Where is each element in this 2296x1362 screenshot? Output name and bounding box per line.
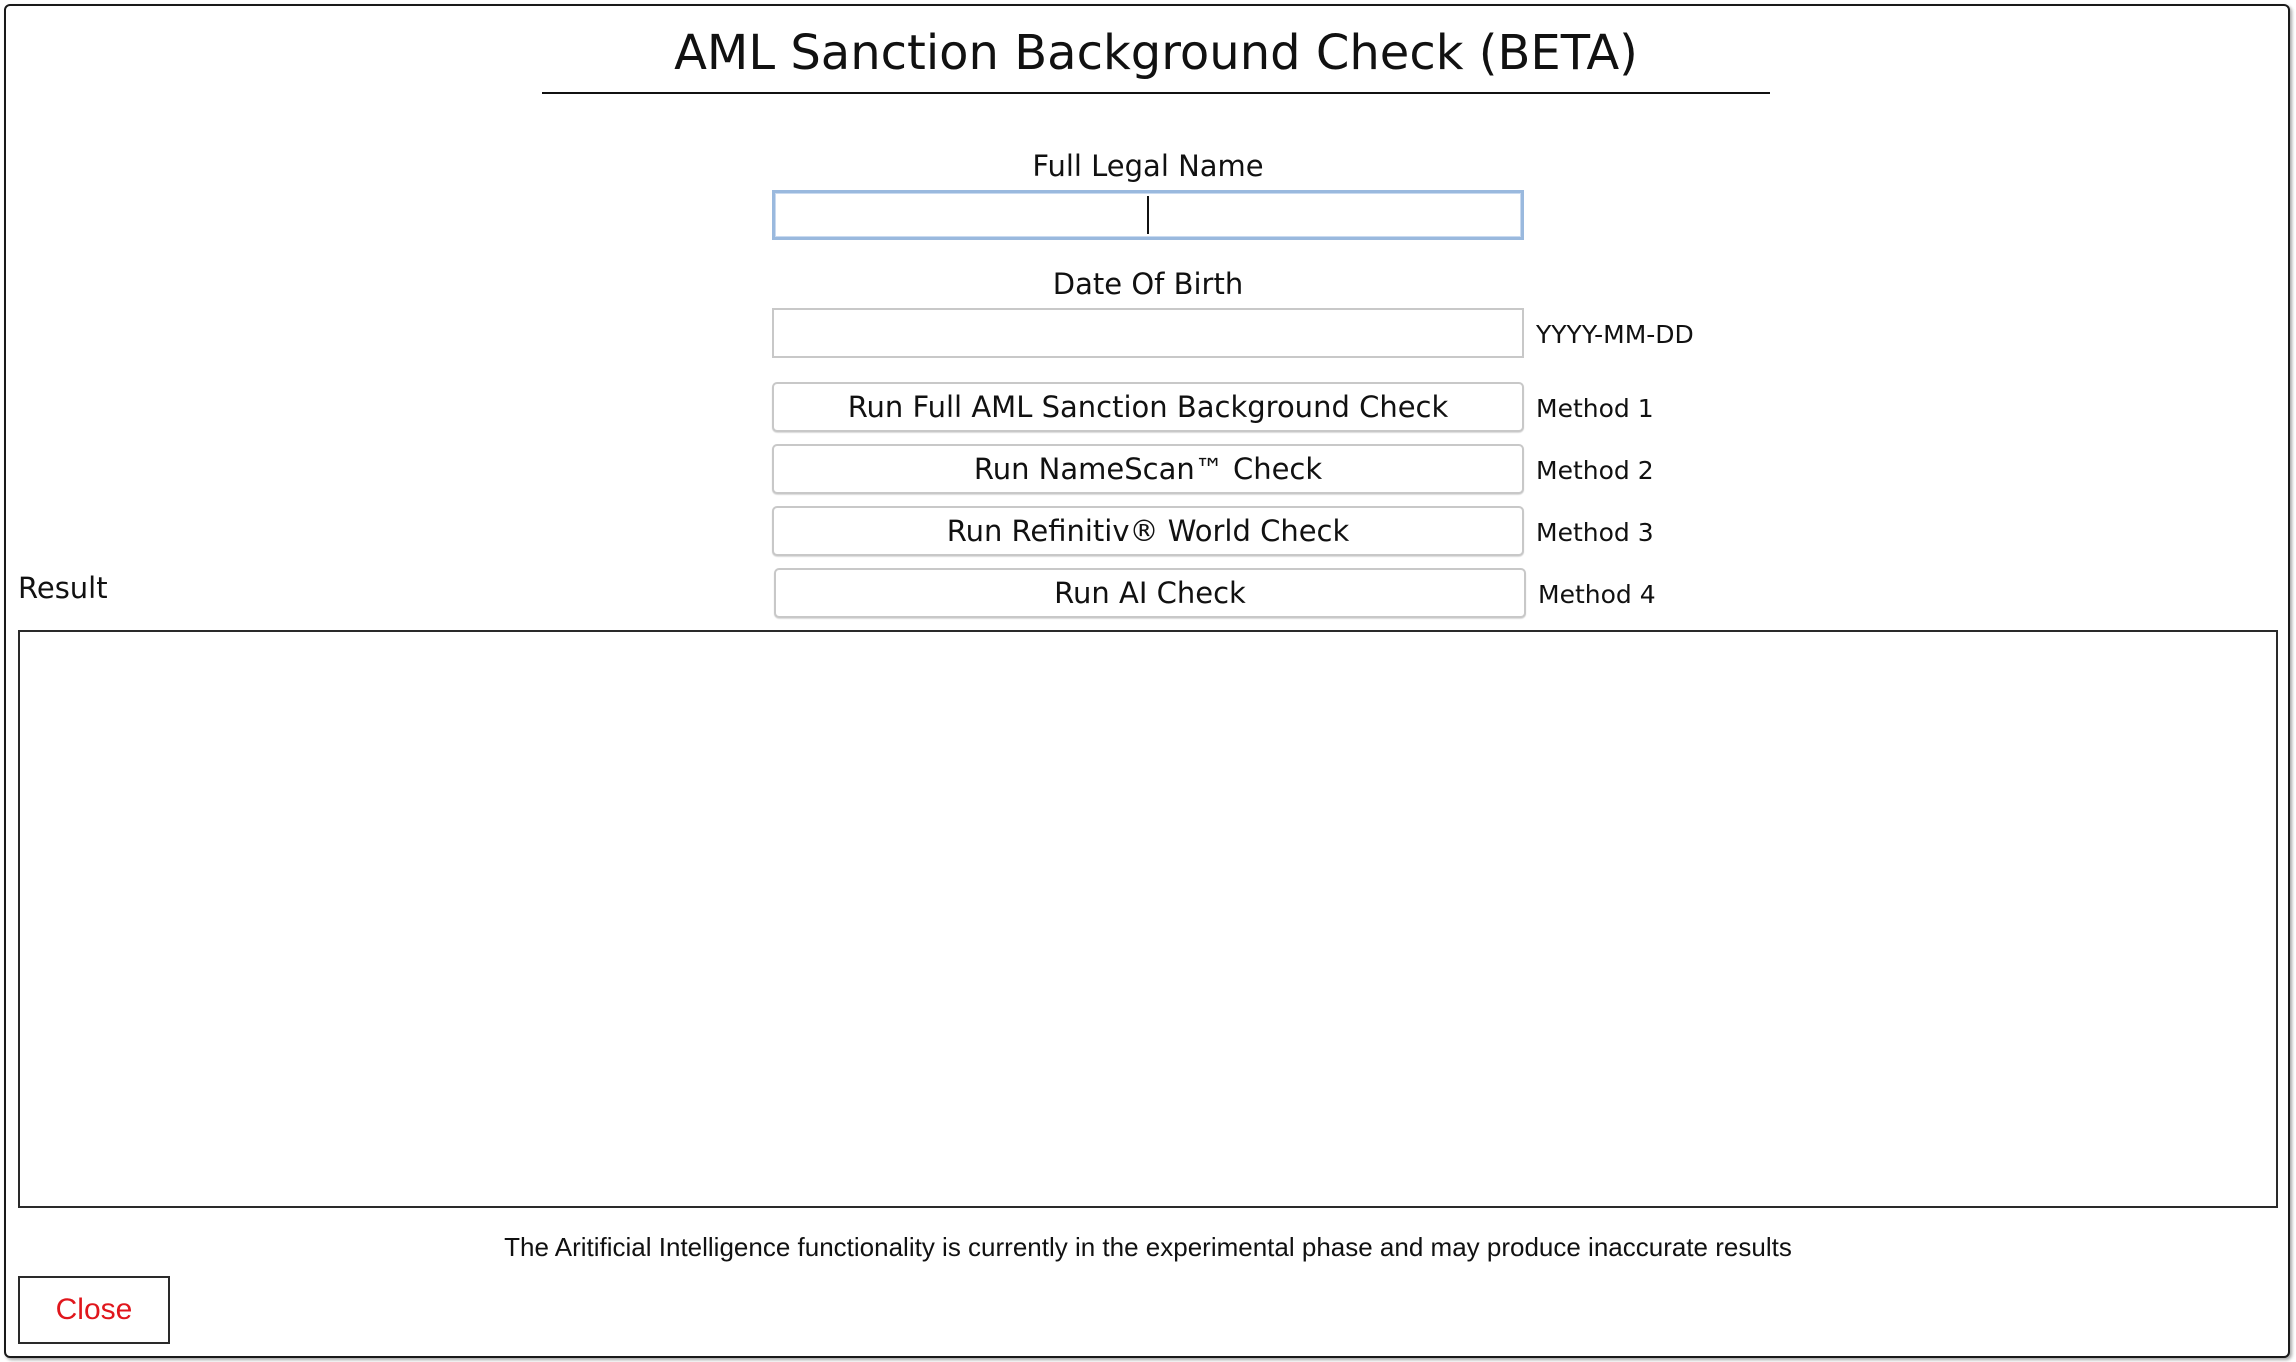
dialog-title: AML Sanction Background Check (BETA) — [542, 14, 1770, 94]
run-refinitiv-world-check-button[interactable]: Run Refinitiv® World Check — [772, 506, 1524, 556]
method-2-label: Method 2 — [1536, 456, 1654, 485]
run-full-aml-check-button[interactable]: Run Full AML Sanction Background Check — [772, 382, 1524, 432]
close-button[interactable]: Close — [18, 1276, 170, 1344]
method-1-label: Method 1 — [1536, 394, 1654, 423]
ai-disclaimer: The Aritificial Intelligence functionality is currently in the experimental phase and may produce inaccurate results — [504, 1232, 1792, 1262]
dob-label: Date Of Birth — [1052, 267, 1244, 301]
result-label: Result — [18, 571, 108, 605]
method-3-label: Method 3 — [1536, 518, 1654, 547]
method-4-label: Method 4 — [1538, 580, 1656, 609]
dob-input[interactable] — [772, 308, 1524, 358]
text-caret — [1147, 196, 1149, 234]
result-output[interactable] — [18, 630, 2278, 1208]
run-namescan-check-button[interactable]: Run NameScan™ Check — [772, 444, 1524, 494]
run-ai-check-button[interactable]: Run AI Check — [774, 568, 1526, 618]
full-name-label: Full Legal Name — [1032, 149, 1264, 183]
dob-format-hint: YYYY-MM-DD — [1536, 320, 1694, 349]
